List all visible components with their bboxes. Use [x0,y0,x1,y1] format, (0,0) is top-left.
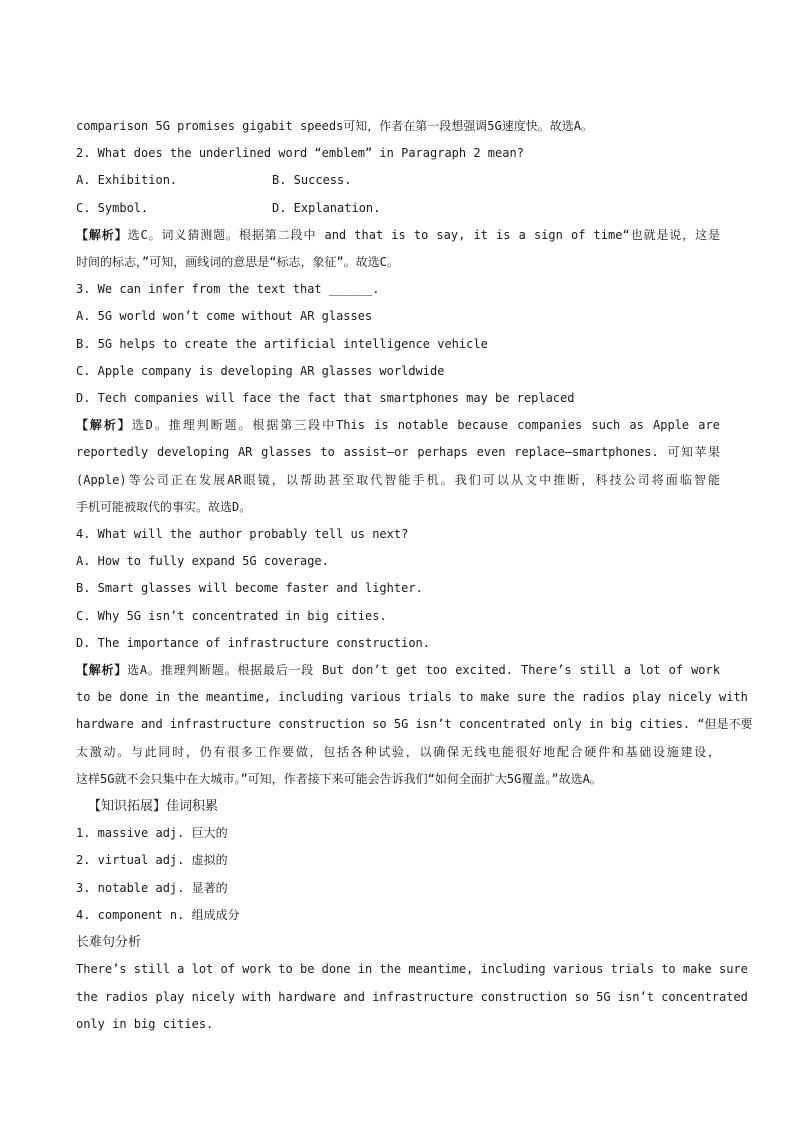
analysis-text: 选C。词义猜测题。根据第二段中 and that is to say, it is a sign of time“也就是说，这是 [127,227,720,242]
question-4-analysis [76,657,753,793]
vocab-item: 3. notable adj. 显著的 [76,880,228,895]
vocab-item: 1. massive adj. 巨大的 [76,826,228,841]
question-3-analysis [76,412,720,521]
question-4-analysis-line: 太激动。与此同时，仍有很多工作要做，包括各种试验，以确保无线电能很好地配合硬件和基础设施建设， [76,744,720,759]
analysis-tag: 【解析】 [76,663,128,678]
question-3-analysis-line: (Apple)等公司正在发展AR眼镜，以帮助甚至取代智能手机。我们可以从文中推断，科技公司将面临智能 [76,472,720,487]
question-2-analysis [76,222,720,276]
question-3-option-d: D. Tech companies will face the fact that smartphones may be replaced [76,391,575,406]
analysis-text: 选A。推理判断题。根据最后一段 But don’t get too excited. There’s still a lot of work [127,663,720,678]
question-4-option-c: C. Why 5G isn’t concentrated in big cities. [76,608,387,623]
question-4-analysis-line [76,657,720,684]
analysis-text: 选D。推理判断题。根据第三段中This is notable because companies such as Apple are [131,418,720,433]
question-2-option-a: A. Exhibition. [76,173,178,188]
knowledge-tag: 【知识拓展】 [88,799,167,815]
question-4-analysis-line: to be done in the meantime, including various trials to make sure the radios play nicely with [76,690,748,705]
question-3-option-c: C. Apple company is developing AR glasses worldwide [76,363,445,378]
question-3-analysis-line: 手机可能被取代的事实。故选D。 [76,499,252,514]
question-4-analysis-line: hardware and infrastructure construction so 5G isn’t concentrated only in big cities. “但是不要 [76,717,753,732]
question-2-option-b: B. Success. [272,173,352,188]
question-2-option-d: D. Explanation. [272,200,381,215]
question-2-option-c: C. Symbol. [76,200,149,215]
question-3-option-a: A. 5G world won’t come without AR glasses [76,309,373,324]
intro-line: comparison 5G promises gigabit speeds可知，作者在第一段想强调5G速度快。故选A。 [76,119,593,133]
analysis-tag: 【解析】 [76,227,128,242]
question-2-analysis-line: 时间的标志，”可知，画线词的意思是“标志，象征”。故选C。 [76,255,399,270]
sentence-analysis-line: only in big cities. [76,1016,214,1031]
question-2-analysis-line [76,222,720,249]
knowledge-heading [76,793,720,820]
vocab-item: 2. virtual adj. 虚拟的 [76,853,228,868]
question-4-option-a: A. How to fully expand 5G coverage. [76,554,329,569]
question-3-stem: 3. We can infer from the text that ______. [76,282,380,297]
question-4-option-d: D. The importance of infrastructure construction. [76,635,431,650]
question-2-stem: 2. What does the underlined word “emblem” in Paragraph 2 mean? [76,146,524,161]
sentence-analysis-title: 长难句分析 [76,935,142,951]
question-3-analysis-line [76,412,720,439]
question-4-option-b: B. Smart glasses will become faster and lighter. [76,581,423,596]
question-4-analysis-line: 这样5G就不会只集中在大城市。”可知，作者接下来可能会告诉我们“如何全面扩大5G覆盖。”故选A。 [76,771,602,786]
analysis-tag: 【解析】 [76,418,132,433]
sentence-analysis-line: the radios play nicely with hardware and infrastructure construction so 5G isn’t concentrated [76,989,748,1004]
question-3-analysis-line: reportedly developing AR glasses to assist—or perhaps even replace—smartphones. 可知苹果 [76,445,720,460]
question-3-option-b: B. 5G helps to create the artificial intelligence vehicle [76,336,488,351]
question-2-options-row-2 [76,195,720,222]
vocab-item: 4. component n. 组成成分 [76,907,240,922]
sentence-analysis-line: There’s still a lot of work to be done in the meantime, including various trials to make sure [76,962,748,977]
question-2-options-row-1 [76,167,720,194]
page-content [76,113,753,1038]
knowledge-title: 佳词积累 [166,799,219,815]
sentence-analysis-text [76,956,748,1038]
question-4-stem: 4. What will the author probably tell us next? [76,527,409,542]
